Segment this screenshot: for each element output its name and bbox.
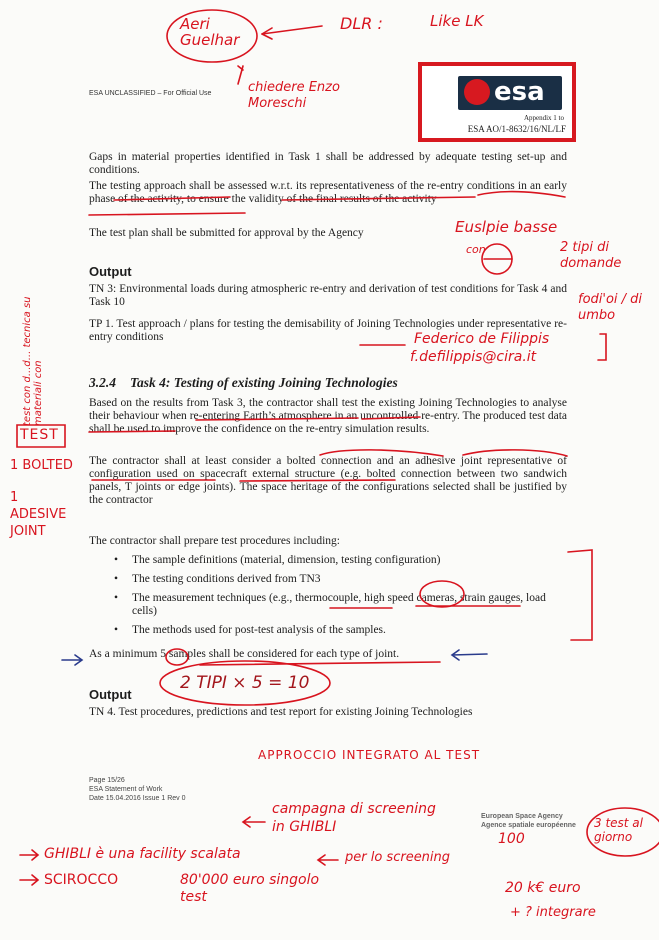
paragraph-gaps: Gaps in material properties identified in Task 1 shall be addressed by adequate testing set-up and conditions. [89, 151, 567, 176]
annotation-chiedere: chiedere Enzo Moreschi [248, 80, 340, 111]
page-number: Page 15/26 [89, 777, 125, 784]
output-heading-1: Output [89, 264, 132, 279]
annotation-left-vertical: test con d...d... tecnica su materiali con [22, 296, 44, 426]
footer-date: Date 15.04.2016 Issue 1 Rev 0 [89, 795, 186, 802]
tn3-item: TN 3: Environmental loads during atmospheric re-entry and derivation of test conditions for Task 4 and Task 10 [89, 283, 567, 308]
circle-high-speed-icon [420, 581, 464, 607]
paragraph-test-plan: The test plan shall be submitted for approval by the Agency [89, 227, 364, 239]
arrow-right-icon [62, 655, 82, 665]
paragraph-testing-approach: The testing approach shall be assessed w.r.t. its representativeness of the re-entry conditions in an early phase of the activity, to ensure the validity of the final results of the activity [89, 180, 567, 205]
annotation-integrare: + ? integrare [510, 905, 596, 920]
annotation-right-3: 2 tipi di domande [560, 240, 622, 271]
arrow-up-icon [238, 66, 243, 84]
list-item: • The sample definitions (material, dimension, testing configuration) [106, 554, 568, 567]
annotation-ghibli: GHIBLI è una facility scalata [44, 846, 241, 862]
annotation-top-right: Like LK [430, 12, 484, 30]
classification-label: ESA UNCLASSIFIED – For Official Use [89, 90, 212, 97]
arrow-left-icon [262, 26, 322, 34]
section-title: Task 4: Testing of existing Joining Technologies [130, 375, 398, 390]
annotation-federico: Federico de Filippis [414, 331, 550, 347]
paragraph-bolted-adhesive: The contractor shall at least consider a bolted connection and an adhesive joint representative of configuration used on spacecraft external structure (e.g. bolted connection between two sandwich panels, T joints or edge joints). The space heritage of the configurations selected shall be justified by the contractor [89, 455, 567, 506]
annotation-campagna: campagna di screening in GHIBLI [272, 801, 436, 835]
arrow-left-blue-icon [452, 650, 487, 660]
annotation-right-2: con [466, 243, 486, 256]
section-number: 3.2.4 [89, 375, 116, 390]
arrow-campagna-icon [243, 817, 265, 827]
underline-bolted [320, 450, 443, 456]
annotation-aeri: Aeri Guelhar [180, 15, 240, 49]
paragraph-test-procedures: The contractor shall prepare test procedures including: [89, 535, 340, 547]
annotation-email: f.defilippis@cira.it [410, 349, 537, 365]
agency-name-en: European Space Agency [481, 813, 563, 820]
list-item: • The testing conditions derived from TN3 [106, 573, 568, 586]
underline-testing-approach [114, 197, 230, 200]
tn4-item: TN 4. Test procedures, predictions and test report for existing Joining Technologies [89, 706, 473, 718]
output-heading-2: Output [89, 687, 132, 702]
esa-logo-text: esa [494, 77, 545, 107]
annotation-approccio: APPROCCIO INTEGRATO AL TEST [258, 748, 481, 762]
footer-doc-title: ESA Statement of Work [89, 786, 163, 793]
tp1-item: TP 1. Test approach / plans for testing the demisability of Joining Technologies under representative re-entry conditions [89, 318, 567, 343]
annotation-right-4: fodi'oi / di umbo [578, 292, 643, 323]
underline-uncontrolled [89, 431, 175, 432]
list-item: • The methods used for post-test analysis of the samples. [106, 624, 568, 637]
annotation-tests: 3 test al giorno [594, 816, 643, 844]
paragraph-based-on-results: Based on the results from Task 3, the contractor shall test the existing Joining Technologies to analyse their behaviour when re-entering Earth’s atmosphere in an uncontrolled re-entry. The produced test data shall be used to improve the confidence on the re-entry simulation results. [89, 397, 567, 435]
annotation-per-lo: per lo screening [345, 850, 451, 865]
annotation-formula: 2 TIPI × 5 = 10 [180, 673, 310, 693]
bracket-right-icon [568, 550, 592, 640]
paragraph-minimum-samples: As a minimum 5 samples shall be considered for each type of joint. [89, 648, 400, 660]
reference-number: ESA AO/1-8632/16/NL/LF [467, 124, 566, 134]
annotation-20keuro: 20 k€ euro [505, 880, 581, 896]
annotation-scirocco: SCIROCCO [44, 872, 119, 888]
annotation-test-box: TEST [20, 427, 59, 443]
appendix-label: Appendix 1 to [523, 114, 564, 122]
annotation-dlr: DLR : [340, 14, 383, 33]
annotation-cost: 80'000 euro singolo test [180, 872, 320, 905]
annotation-right-1: Euslpie basse [455, 218, 558, 236]
annotation-bolted: 1 BOLTED [10, 458, 73, 473]
list-item: • The measurement techniques (e.g., thermocouple, high speed cameras, strain gauges, load cells) [106, 592, 568, 618]
annotation-100: 100 [498, 831, 525, 847]
annotation-adhesive: 1 ADESIVE JOINT [10, 490, 67, 539]
circle-five-icon [166, 649, 188, 665]
agency-name-fr: Agence spatiale européenne [481, 822, 576, 829]
